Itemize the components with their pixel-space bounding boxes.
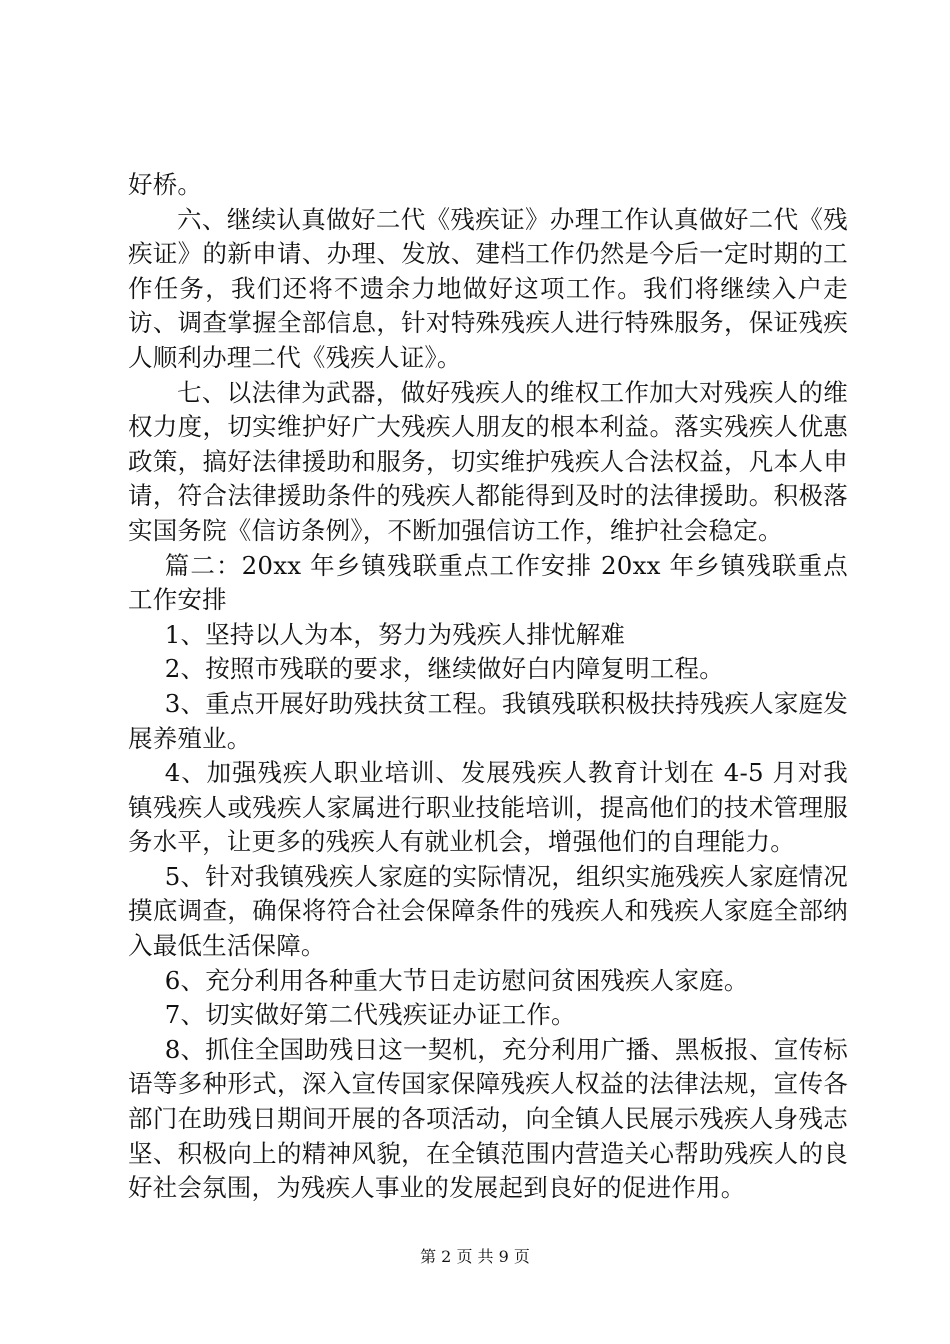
list-item-6: 6、充分利用各种重大节日走访慰问贫困残疾人家庭。 (164, 965, 749, 995)
list-item-4: 4、加强残疾人职业培训、发展残疾人教育计划在 4-5 月对我镇残疾人或残疾人家属进行职业技能培训，提高他们的技术管理服务水平，让更多的残疾人有就业机会，增强他们的自理能力。 (128, 758, 848, 857)
list-item-2: 2、按照市残联的要求，继续做好白内障复明工程。 (164, 654, 724, 684)
section-heading-part-two: 篇二：20xx 年乡镇残联重点工作安排 20xx 年乡镇残联重点工作安排 (128, 550, 848, 615)
paragraph-continuation: 好桥。 (128, 170, 203, 199)
document-body (128, 168, 848, 1206)
paragraph-item-six: 六、继续认真做好二代《残疾证》办理工作认真做好二代《残疾证》的新申请、办理、发放、建档工作仍然是今后一定时期的工作任务，我们还将不遗余力地做好这项工作。我们将继续入户走访、调查掌握全部信息，针对特殊残疾人进行特殊服务，保证残疾人顺利办理二代《残疾人证》。 (128, 204, 848, 372)
list-item-8: 8、抓住全国助残日这一契机，充分利用广播、黑板报、宣传标语等多种形式，深入宣传国家保障残疾人权益的法律法规，宣传各部门在助残日期间开展的各项活动，向全镇人民展示残疾人身残志坚、积极向上的精神风貌，在全镇范围内营造关心帮助残疾人的良好社会氛围，为残疾人事业的发展起到良好的促进作用。 (128, 1034, 848, 1203)
list-item-1: 1、坚持以人为本，努力为残疾人排忧解难 (164, 619, 626, 649)
list-item-7: 7、切实做好第二代残疾证办证工作。 (164, 1000, 576, 1030)
paragraph-item-seven: 七、以法律为武器，做好残疾人的维权工作加大对残疾人的维权力度，切实维护好广大残疾人朋友的根本利益。落实残疾人优惠政策，搞好法律援助和服务，切实维护残疾人合法权益，凡本人申请，符合法律援助条件的残疾人都能得到及时的法律援助。积极落实国务院《信访条例》，不断加强信访工作，维护社会稳定。 (128, 377, 848, 545)
list-item-3: 3、重点开展好助残扶贫工程。我镇残联积极扶持残疾人家庭发展养殖业。 (128, 688, 848, 753)
page-number-footer: 第 2 页 共 9 页 (420, 1247, 530, 1266)
list-item-5: 5、针对我镇残疾人家庭的实际情况，组织实施残疾人家庭情况摸底调查，确保将符合社会保障条件的残疾人和残疾人家庭全部纳入最低生活保障。 (128, 861, 848, 961)
